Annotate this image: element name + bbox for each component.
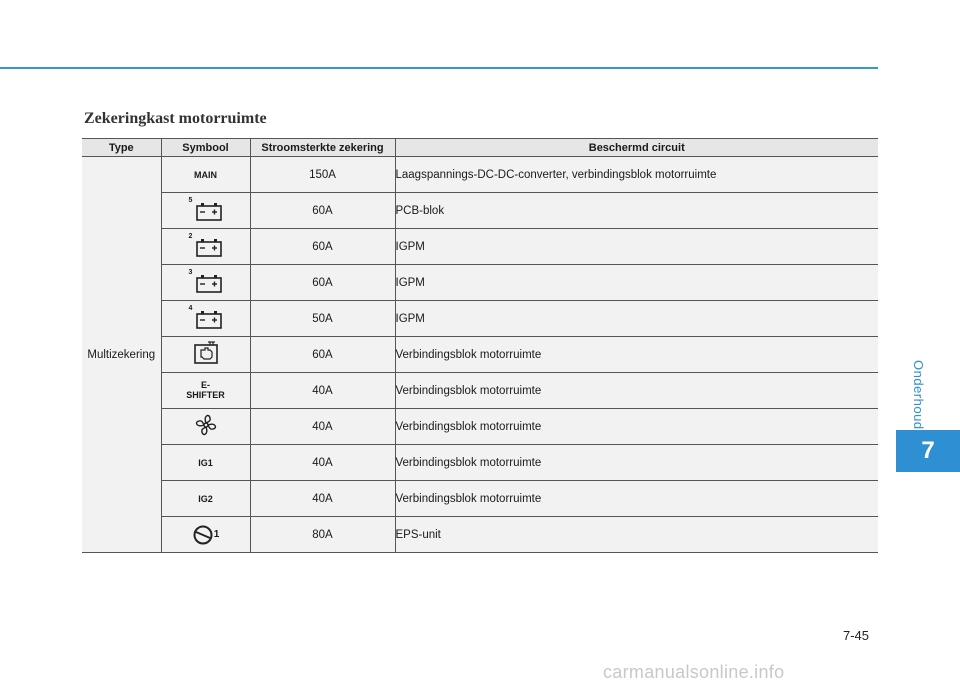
table-row xyxy=(82,229,878,265)
fan-icon xyxy=(193,412,219,438)
table-row xyxy=(82,409,878,445)
steering-number: 1 xyxy=(213,528,220,540)
circuit-cell: IGPM xyxy=(395,229,878,265)
rating-cell: 40A xyxy=(250,481,395,517)
symbol-cell xyxy=(161,481,250,517)
table-row xyxy=(82,445,878,481)
table-row xyxy=(82,157,878,193)
chapter-tab: 7 xyxy=(896,430,960,472)
rating-cell: 40A xyxy=(250,373,395,409)
battery-number: 5 xyxy=(188,197,193,204)
header-type: Type xyxy=(82,139,161,157)
rating-cell: 60A xyxy=(250,265,395,301)
symbol-ig1-label: IG1 xyxy=(198,457,213,468)
circuit-cell: EPS-unit xyxy=(395,517,878,553)
rating-cell: 60A xyxy=(250,337,395,373)
battery-number: 4 xyxy=(188,305,193,312)
table-row xyxy=(82,265,878,301)
table-row xyxy=(82,193,878,229)
symbol-cell xyxy=(161,517,250,553)
battery-number: 2 xyxy=(188,233,193,240)
battery-symbol xyxy=(189,305,223,329)
symbol-cell xyxy=(161,157,250,193)
circuit-cell: PCB-blok xyxy=(395,193,878,229)
battery-number: 3 xyxy=(188,269,193,276)
rating-cell: 50A xyxy=(250,301,395,337)
table-row xyxy=(82,373,878,409)
battery-icon xyxy=(195,273,223,293)
symbol-eshifter-line2: SHIFTER xyxy=(186,390,225,400)
rating-cell: 80A xyxy=(250,517,395,553)
rating-cell: 60A xyxy=(250,229,395,265)
battery-symbol xyxy=(189,269,223,293)
engine-icon xyxy=(193,341,219,365)
circuit-cell: Laagspannings-DC-DC-converter, verbindingsblok motorruimte xyxy=(395,157,878,193)
rating-cell: 150A xyxy=(250,157,395,193)
symbol-main-label: MAIN xyxy=(194,169,217,180)
circuit-cell: Verbindingsblok motorruimte xyxy=(395,373,878,409)
symbol-cell xyxy=(161,193,250,229)
steering-wheel-icon xyxy=(192,524,214,546)
symbol-cell xyxy=(161,445,250,481)
fuse-table xyxy=(82,138,878,553)
table-row xyxy=(82,517,878,553)
type-cell: Multizekering xyxy=(82,157,161,553)
watermark: carmanualsonline.info xyxy=(603,662,785,682)
symbol-cell xyxy=(161,373,250,409)
circuit-cell: IGPM xyxy=(395,265,878,301)
battery-icon xyxy=(195,309,223,329)
top-rule xyxy=(0,67,878,69)
symbol-cell xyxy=(161,301,250,337)
circuit-cell: Verbindingsblok motorruimte xyxy=(395,337,878,373)
section-title: Zekeringkast motorruimte xyxy=(84,110,267,127)
symbol-cell xyxy=(161,265,250,301)
symbol-cell xyxy=(161,409,250,445)
rating-cell: 40A xyxy=(250,445,395,481)
battery-icon xyxy=(195,237,223,257)
header-rating: Stroomsterkte zekering xyxy=(250,139,395,157)
symbol-eshifter-label xyxy=(186,380,225,400)
rating-cell: 40A xyxy=(250,409,395,445)
circuit-cell: Verbindingsblok motorruimte xyxy=(395,445,878,481)
battery-icon xyxy=(195,201,223,221)
symbol-eshifter-line1: E- xyxy=(200,380,210,390)
symbol-cell xyxy=(161,337,250,373)
page-number: 7-45 xyxy=(843,628,870,643)
header-symbol: Symbool xyxy=(161,139,250,157)
symbol-cell xyxy=(161,229,250,265)
circuit-cell: Verbindingsblok motorruimte xyxy=(395,481,878,517)
table-header-row xyxy=(82,139,878,157)
symbol-ig2-label: IG2 xyxy=(198,493,213,504)
battery-symbol xyxy=(189,197,223,221)
circuit-cell: Verbindingsblok motorruimte xyxy=(395,409,878,445)
table-row xyxy=(82,301,878,337)
table-row xyxy=(82,337,878,373)
chapter-label: Onderhoud xyxy=(911,360,926,430)
battery-symbol xyxy=(189,233,223,257)
rating-cell: 60A xyxy=(250,193,395,229)
circuit-cell: IGPM xyxy=(395,301,878,337)
header-circuit: Beschermd circuit xyxy=(395,139,878,157)
table-row xyxy=(82,481,878,517)
